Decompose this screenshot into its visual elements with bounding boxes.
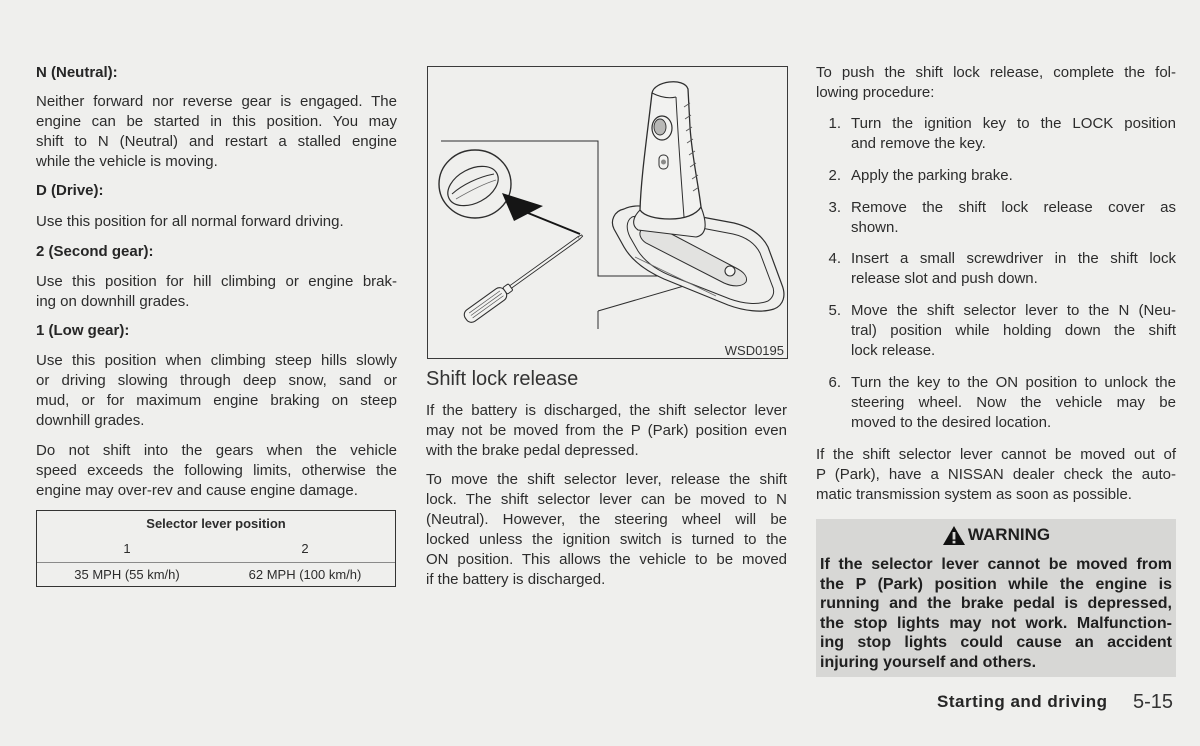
step-text bbox=[851, 114, 1176, 154]
drive-description bbox=[36, 212, 397, 232]
text-line: injuring yourself and others. bbox=[820, 653, 1037, 671]
second-gear-heading: 2 (Second gear): bbox=[36, 243, 154, 260]
text-line: the stop lights may not work. Malfunction- bbox=[820, 614, 1172, 632]
text-line: shown. bbox=[851, 219, 899, 236]
table-column-1: 1 bbox=[123, 541, 131, 556]
text-line: lock release. bbox=[851, 342, 936, 359]
warning-box bbox=[816, 519, 1176, 677]
step-number: 4. bbox=[828, 250, 841, 267]
screwdriver bbox=[462, 230, 586, 325]
text-line: may not be moved from the P (Park) position even bbox=[426, 422, 787, 439]
text-line: Apply the parking brake. bbox=[851, 167, 1013, 184]
text-line: running and the brake pedal is depressed, bbox=[820, 595, 1172, 612]
procedure-step-3 bbox=[816, 198, 1176, 238]
table-divider bbox=[37, 562, 395, 563]
text-line: ON position. This allows the vehicle to be moved bbox=[426, 551, 787, 568]
neutral-heading: N (Neutral): bbox=[36, 64, 118, 81]
inset-circle bbox=[439, 150, 511, 218]
neutral-description bbox=[36, 92, 397, 172]
page-number: 5-15 bbox=[1133, 691, 1174, 713]
warning-body bbox=[820, 555, 1172, 672]
shift-lock-release-slot bbox=[725, 266, 735, 276]
text-line: if the battery is discharged. bbox=[426, 571, 606, 588]
shift-lock-illustration bbox=[428, 67, 787, 358]
knob-small-button-center bbox=[661, 160, 666, 165]
text-line: Turn the key to the ON position to unlock the bbox=[851, 374, 1176, 391]
step-text bbox=[851, 373, 1176, 433]
text-line: Turn the ignition key to the LOCK position bbox=[851, 115, 1176, 132]
text-line: Use this position when climbing steep hills slowly bbox=[36, 352, 397, 369]
table-column-2: 2 bbox=[301, 541, 309, 556]
text-line: (Neutral). However, the steering wheel will be bbox=[426, 511, 787, 528]
text-line: To push the shift lock release, complete the fol- bbox=[816, 64, 1176, 81]
speed-limit-table bbox=[36, 510, 396, 587]
text-line: while the vehicle is moving. bbox=[36, 153, 218, 170]
text-line: lowing procedure: bbox=[816, 84, 935, 101]
footer-section-title: Starting and driving bbox=[937, 692, 1108, 711]
knob-side-button-center bbox=[654, 119, 666, 135]
step-number: 1. bbox=[828, 115, 841, 132]
procedure-intro bbox=[816, 63, 1176, 103]
text-line: Use this position for hill climbing or engine brak- bbox=[36, 273, 397, 290]
low-gear-description bbox=[36, 351, 397, 431]
text-line: ing on downhill grades. bbox=[36, 293, 190, 310]
warning-title bbox=[816, 524, 1176, 546]
text-line: matic transmission system as soon as possible. bbox=[816, 486, 1132, 503]
text-line: Do not shift into the gears when the vehicle bbox=[36, 442, 397, 459]
text-line: release slot and push down. bbox=[851, 270, 1038, 287]
text-line: ing stop lights could cause an accident bbox=[820, 634, 1172, 651]
procedure-step-2 bbox=[816, 166, 1176, 186]
speed-limit-caution bbox=[36, 441, 397, 501]
procedure-step-6 bbox=[816, 373, 1176, 433]
dealer-check-note bbox=[816, 445, 1176, 505]
text-line: Insert a small screwdriver in the shift lock bbox=[851, 250, 1176, 267]
release-cover-edge bbox=[452, 174, 494, 194]
text-line: mud, or for maximum engine braking on steep bbox=[36, 392, 397, 409]
text-line: Neither forward nor reverse gear is engaged. The bbox=[36, 93, 397, 110]
text-line: speed exceeds the following limits, otherwise the bbox=[36, 462, 397, 479]
battery-discharged-text bbox=[426, 401, 787, 461]
text-line: Remove the shift lock release cover as bbox=[851, 199, 1176, 216]
text-line: tral) position while holding down the shift bbox=[851, 322, 1176, 339]
second-gear-description bbox=[36, 272, 397, 312]
table-value-2: 62 MPH (100 km/h) bbox=[248, 567, 362, 582]
step-text bbox=[851, 249, 1176, 289]
low-gear-heading: 1 (Low gear): bbox=[36, 322, 130, 339]
procedure-step-1 bbox=[816, 114, 1176, 154]
shift-lock-heading: Shift lock release bbox=[426, 368, 579, 390]
figure-label: WSD0195 bbox=[724, 343, 784, 358]
shift-knob bbox=[640, 82, 701, 219]
shift-lock-figure bbox=[427, 66, 788, 359]
step-number: 5. bbox=[828, 302, 841, 319]
pointer-arrow-tail bbox=[528, 213, 580, 234]
text-line: If the battery is discharged, the shift selector lever bbox=[426, 402, 787, 419]
step-number: 2. bbox=[828, 167, 841, 184]
text-line: engine can be started in this position. You may bbox=[36, 113, 397, 130]
text-line: the P (Park) position while the engine is bbox=[820, 575, 1172, 593]
text-line: P (Park), have a NISSAN dealer check the auto- bbox=[816, 466, 1176, 483]
text-line: shift to N (Neutral) and restart a stalled engine bbox=[36, 133, 397, 150]
step-number: 6. bbox=[828, 374, 841, 391]
text-line: downhill grades. bbox=[36, 412, 145, 429]
text-line: or driving slowing through deep snow, sand or bbox=[36, 372, 397, 389]
text-line: steering wheel. Now the vehicle may be bbox=[851, 394, 1176, 411]
step-text bbox=[851, 166, 1176, 186]
text-line: If the shift selector lever cannot be moved out of bbox=[816, 446, 1176, 463]
text-line: and remove the key. bbox=[851, 135, 986, 152]
warning-triangle-icon bbox=[942, 525, 966, 546]
warning-exclamation-bar bbox=[953, 532, 956, 540]
table-value-1: 35 MPH (55 km/h) bbox=[74, 567, 180, 582]
text-line: engine may over-rev and cause engine damage. bbox=[36, 482, 358, 499]
step-text bbox=[851, 301, 1176, 361]
screwdriver-shaft bbox=[510, 237, 580, 288]
drive-heading: D (Drive): bbox=[36, 182, 104, 199]
warning-exclamation-dot bbox=[953, 540, 956, 543]
step-text bbox=[851, 198, 1176, 238]
text-line: To move the shift selector lever, release the shift bbox=[426, 471, 787, 488]
procedure-step-4 bbox=[816, 249, 1176, 289]
text-line: locked unless the ignition switch is turned to the bbox=[426, 531, 787, 548]
text-line: with the brake pedal depressed. bbox=[426, 442, 639, 459]
warning-title-text: WARNING bbox=[967, 525, 1051, 544]
text-line: Use this position for all normal forward driving. bbox=[36, 213, 344, 230]
release-shift-lock-text bbox=[426, 470, 787, 590]
text-line: If the selector lever cannot be moved from bbox=[820, 556, 1172, 573]
procedure-step-5 bbox=[816, 301, 1176, 361]
text-line: moved to the desired location. bbox=[851, 414, 1052, 431]
release-cover-shadow bbox=[456, 180, 496, 199]
text-line: lock. The shift selector lever can be moved to N bbox=[426, 491, 787, 508]
table-header: Selector lever position bbox=[146, 516, 286, 531]
step-number: 3. bbox=[828, 199, 841, 216]
text-line: Move the shift selector lever to the N (Neu- bbox=[851, 302, 1176, 319]
release-cover bbox=[441, 158, 505, 213]
